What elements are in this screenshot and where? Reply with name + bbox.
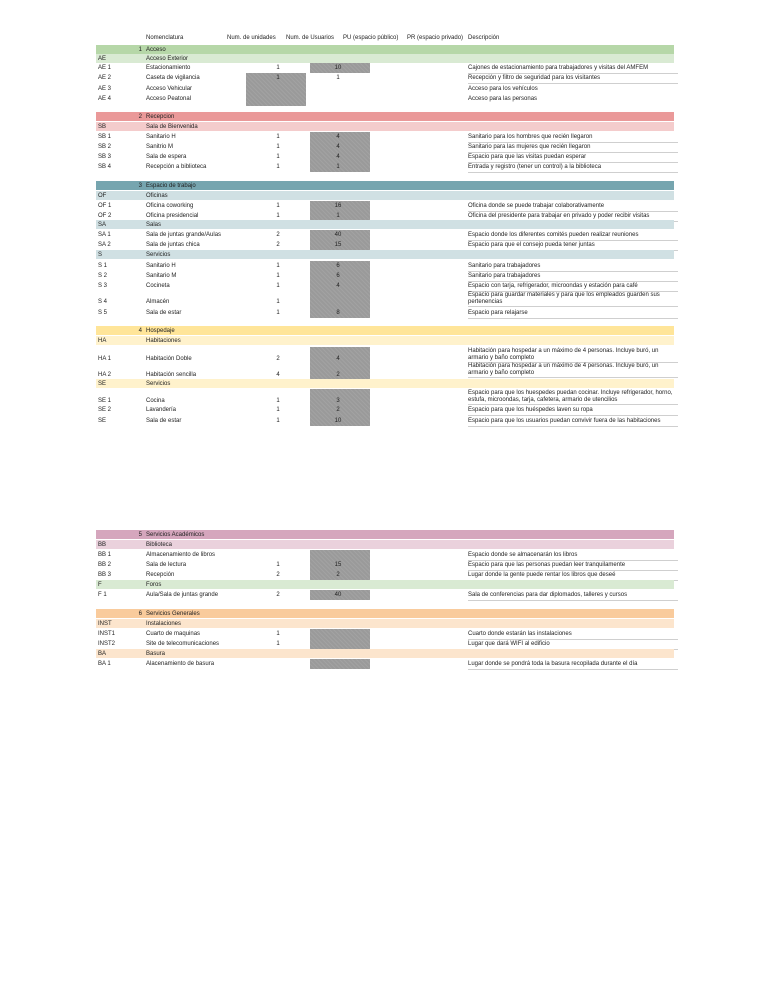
table-row [96,152,674,162]
table-row [96,63,674,73]
table-row [96,94,674,104]
section-row [96,379,674,388]
table-row [96,281,674,291]
row-code: INST1 [98,631,116,637]
table-row [96,416,674,426]
row-users: 40 [334,232,342,238]
row-description: Sanitario para las mujeres que recién llegaron [468,142,678,153]
row-users: 10 [334,65,342,71]
row-name: Aula/Sala de juntas grande [146,592,219,598]
row-users: 3 [336,398,340,404]
row-code: BB 3 [98,572,112,578]
table-row [96,142,674,152]
table-row [96,162,674,172]
row-name: Sanitario H [146,263,176,269]
row-description: Espacio para que los huespedes puedan cocinar. Incluye refrigerador, horno, estufa, microondas, tarja, cafetera, armario de utencilios [468,390,678,405]
row-name: Acceso Vehicular [146,86,193,92]
row-units: 1 [276,164,280,170]
section-row [96,220,674,229]
row-name: Servicios [146,381,171,387]
row-description: Sanitario para trabajadores [468,261,678,272]
row-users: 4 [336,154,340,160]
row-users: 2 [336,572,340,578]
row-units: 2 [276,572,280,578]
row-name: Caseta de vigilancia [146,75,200,81]
row-code: HA 2 [98,372,112,378]
row-name: Servicios [146,252,171,258]
row-code: S 3 [98,283,108,289]
row-description: Espacio donde se almacenarán los libros [468,550,678,561]
table-row [96,230,674,240]
row-code: INST [98,621,112,627]
row-code: S 2 [98,273,108,279]
row-code: OF [98,193,107,199]
row-code: S [98,252,103,258]
row-units: 1 [276,283,280,289]
header-descripcion: Descripción [468,35,500,41]
row-units: 2 [276,232,280,238]
table-row [96,73,674,83]
row-code: S 1 [98,263,108,269]
row-code: SE 2 [98,407,112,413]
row-units: 1 [276,213,280,219]
header-pu: PU (espacio público) [343,35,399,41]
row-name: Recepción a biblioteca [146,164,207,170]
row-name: Hospedaje [146,328,175,334]
row-name: Sala de lectura [146,562,187,568]
row-code: SB 2 [98,144,112,150]
row-units: 1 [276,641,280,647]
section-row [96,54,674,63]
row-name: Cocineta [146,283,170,289]
header-units: Num. de unidades [227,35,276,41]
section-number: 2 [138,114,142,120]
section-row [96,326,674,335]
row-units: 1 [276,398,280,404]
row-users: 16 [334,203,342,209]
row-name: Foros [146,582,162,588]
row-name: Oficinas [146,193,168,199]
header-users: Num. de Usuarios [286,35,335,41]
row-units: 1 [276,263,280,269]
row-units: 4 [276,372,280,378]
table-row [96,297,674,307]
row-units: 2 [276,592,280,598]
row-code: INST2 [98,641,116,647]
row-description: Espacio para relajarse [468,308,678,319]
row-code: SA [98,222,107,228]
row-units: 1 [276,407,280,413]
row-name: Sanitario H [146,134,176,140]
row-description: Recepción y filtro de seguridad para los visitantes [468,73,678,84]
row-users: 8 [336,310,340,316]
row-name: Acceso Exterior [146,56,189,62]
row-users: 6 [336,273,340,279]
row-name: Acceso Peatonal [146,96,192,102]
section-row [96,336,674,345]
row-code: F [98,582,102,588]
row-description: Acceso para las personas [468,96,538,102]
section-row [96,530,674,539]
row-name: Oficina presidencial [146,213,199,219]
row-name: Oficina coworking [146,203,194,209]
header-nomenclatura: Nomenclatura [146,35,184,41]
row-name: Sanitrio M [146,144,174,150]
table-row [96,132,674,142]
row-code: OF 2 [98,213,112,219]
row-name: Recepción [146,572,175,578]
row-name: Sala de estar [146,418,182,424]
row-code: BB 1 [98,552,112,558]
row-code: BA [98,651,107,657]
row-users: 1 [336,164,340,170]
row-description: Habitación para hospedar a un máximo de 4 personas. Incluye buró, un armario y baño completo [468,363,678,378]
row-users: 1 [336,213,340,219]
section-row [96,609,674,618]
section-number: 3 [138,183,142,189]
row-code: AE [98,56,107,62]
row-units: 1 [276,65,280,71]
row-name: Basura [146,651,166,657]
table-row [96,308,674,318]
row-units: 1 [276,631,280,637]
row-units: 1 [276,134,280,140]
header-pr: PR (espacio privado) [407,35,464,41]
row-description: Espacio con tarja, refrigerador, microondas y estación para café [468,281,678,292]
row-description: Espacio para guardar materiales y para que los empleados guarden sus pertenencias [468,292,678,307]
section-row [96,122,674,131]
table-row [96,84,674,94]
row-description: Lugar donde la gente puede rentar los libros que deseé [468,570,678,581]
table-row [96,240,674,250]
row-name: Sanitario M [146,273,177,279]
section-number: 4 [138,328,142,334]
row-name: Estacionamiento [146,65,191,71]
row-users: 2 [336,372,340,378]
section-row [96,580,674,589]
row-name: Alacenamiento de basura [146,661,215,667]
row-units: 2 [276,356,280,362]
row-description: Espacio para que las personas puedan leer tranquilamente [468,560,678,571]
row-code: SA 2 [98,242,111,248]
row-users: 6 [336,263,340,269]
row-code: OF 1 [98,203,112,209]
row-description: Espacio para que los huéspedes laven su ropa [468,405,678,416]
row-users: 15 [334,562,342,568]
table-row [96,590,674,600]
row-code: S 4 [98,299,108,305]
row-name: Almacenamiento de libros [146,552,216,558]
row-name: Recepcion [146,114,175,120]
row-description: Sanitario para trabajadores [468,271,678,282]
row-description: Sala de conferencias para dar diplomados, talleres y cursos [468,590,678,601]
row-description: Sanitario para los hombres que recién llegaron [468,132,678,143]
row-description: Espacio para que los usuarios puedan convivir fuera de las habitaciones [468,416,678,427]
row-units: 1 [276,418,280,424]
row-code: F 1 [98,592,107,598]
row-name: Sala de Bienvenida [146,124,198,130]
table-row [96,560,674,570]
row-name: Salas [146,222,162,228]
row-description: Espacio para que el consejo pueda tener juntas [468,240,678,251]
row-name: Cuarto de maquinas [146,631,201,637]
row-code: SA 1 [98,232,111,238]
section-row [96,191,674,200]
row-code: SB [98,124,107,130]
row-code: SE 1 [98,398,112,404]
section-row [96,619,674,628]
row-units: 1 [276,310,280,316]
section-row [96,181,674,190]
table-row [96,639,674,649]
row-name: Sala de estar [146,310,182,316]
row-code: SB 3 [98,154,112,160]
row-name: Servicios Académicos [146,532,205,538]
table-row [96,405,674,415]
row-description: Acceso para los vehículos [468,86,538,92]
row-name: Instalaciones [146,621,182,627]
section-number: 1 [138,47,142,53]
row-code: BB 2 [98,562,112,568]
table-row [96,201,674,211]
row-description: Espacio donde los diferentes comités pueden realizar reuniones [468,230,678,241]
row-code: AE 2 [98,75,112,81]
row-units: 1 [276,299,280,305]
row-units: 1 [276,75,280,81]
row-name: Lavandería [146,407,177,413]
section-row [96,540,674,549]
table-row [96,629,674,639]
table-row [96,659,674,669]
row-code: SB 1 [98,134,112,140]
table-row [96,261,674,271]
row-users: 10 [334,418,342,424]
row-name: Sala de espera [146,154,187,160]
row-users: 4 [336,283,340,289]
row-name: Site de telecomunicaciones [146,641,220,647]
row-description: Entrada y registro (tener un control) a la biblioteca [468,162,678,173]
section-row [96,649,674,658]
row-code: HA 1 [98,356,112,362]
row-description: Habitación para hospedar a un máximo de 4 personas. Incluye buró, un armario y baño completo [468,348,678,363]
row-code: SE [98,381,107,387]
column-header-row [96,33,674,43]
row-description: Oficina donde se puede trabajar colaborativamente [468,201,678,212]
row-code: HA [98,338,107,344]
row-units: 1 [276,562,280,568]
row-code: BA 1 [98,661,111,667]
row-description: Lugar donde se pondrá toda la basura recopilada durante el día [468,659,678,670]
row-name: Espacio de trabajo [146,183,196,189]
section-row [96,45,674,54]
row-code: SE [98,418,107,424]
section-row [96,250,674,259]
row-name: Sala de juntas chica [146,242,200,248]
row-users: 4 [336,134,340,140]
row-name: Cocina [146,398,165,404]
row-users: 4 [336,144,340,150]
row-units: 2 [276,242,280,248]
row-code: S 5 [98,310,108,316]
row-code: BB [98,542,107,548]
row-description: Espacio para que las visitas puedan esperar [468,152,678,163]
row-users: 4 [336,356,340,362]
row-name: Biblioteca [146,542,173,548]
row-description: Lugar que dará WIFI al edificio [468,639,678,650]
row-code: AE 1 [98,65,112,71]
row-code: SB 4 [98,164,112,170]
row-units: 1 [276,154,280,160]
row-users: 1 [336,75,340,81]
row-name: Sala de juntas grande/Aulas [146,232,222,238]
row-description: Oficina del presidente para trabajar en privado y poder recibir visitas [468,211,678,222]
row-name: Acceso [146,47,166,53]
row-units: 1 [276,203,280,209]
row-code: AE 4 [98,96,112,102]
section-row [96,112,674,121]
row-users: 15 [334,242,342,248]
row-name: Habitación sencilla [146,372,197,378]
row-description: Cajones de estacionamiento para trabajadores y visitas del AMFEM [468,63,678,74]
row-units: 1 [276,273,280,279]
row-code: AE 3 [98,86,112,92]
section-number: 6 [138,611,142,617]
section-number: 5 [138,532,142,538]
table-row [96,271,674,281]
row-name: Habitaciones [146,338,181,344]
row-name: Habitación Doble [146,356,192,362]
table-row [96,550,674,560]
row-users: 40 [334,592,342,598]
row-units: 1 [276,144,280,150]
table-row [96,570,674,580]
row-name: Servicios Generales [146,611,200,617]
row-users: 2 [336,407,340,413]
row-name: Almacén [146,299,170,305]
row-description: Cuarto donde estarán las instalaciones [468,629,678,640]
